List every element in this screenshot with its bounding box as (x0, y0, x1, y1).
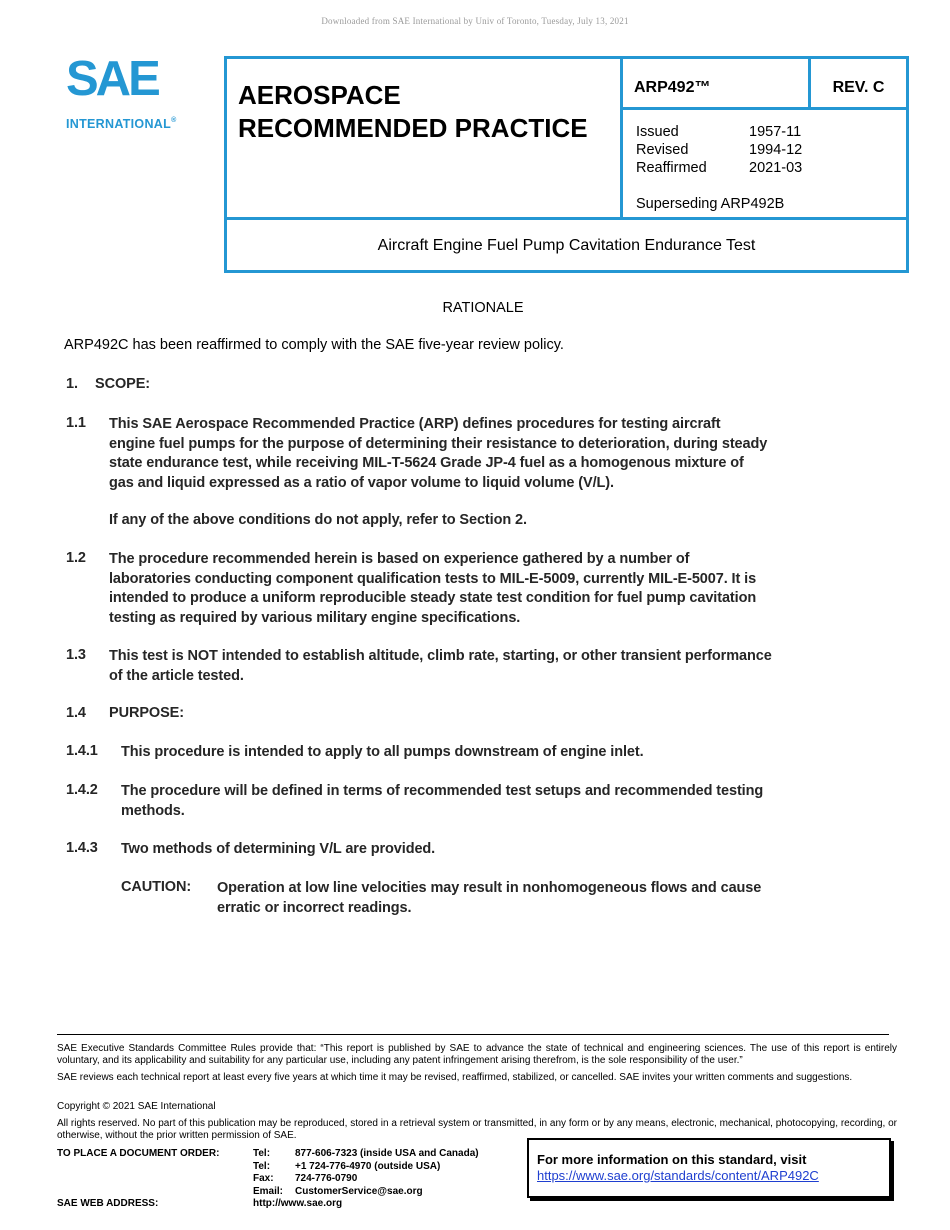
section-1-1-note: If any of the above conditions do not apply, refer to Section 2. (109, 512, 527, 528)
fax-value: 724-776-0790 (295, 1173, 358, 1184)
text-line: Operation at low line velocities may result in nonhomogeneous flows and cause (217, 880, 762, 896)
section-1-4-2-text (121, 782, 763, 821)
footer-copyright: Copyright © 2021 SAE International (57, 1101, 216, 1112)
superseding: Superseding ARP492B (636, 196, 785, 212)
section-1-4-title: PURPOSE: (109, 705, 184, 721)
text-line: methods. (121, 802, 185, 819)
rationale-text: ARP492C has been reaffirmed to comply with the SAE five-year review policy. (64, 337, 564, 353)
text-line: erratic or incorrect readings. (217, 899, 412, 916)
section-1-title: SCOPE: (95, 376, 150, 392)
section-1-4-1-number: 1.4.1 (66, 743, 98, 759)
section-1-4-3-number: 1.4.3 (66, 840, 98, 856)
revised-label: Revised (636, 142, 689, 158)
section-1-4-3-text: Two methods of determining V/L are provided. (121, 841, 436, 857)
text-line: state endurance test, while receiving MIL-T-5624 Grade JP-4 fuel as a homogenous mixture of (109, 455, 744, 471)
email-value: CustomerService@sae.org (295, 1185, 423, 1197)
caution-text (217, 879, 761, 918)
section-1-number: 1. (66, 376, 78, 392)
footer-divider (57, 1034, 889, 1035)
more-info-title: For more information on this standard, visit (537, 1152, 807, 1167)
section-1-1-number: 1.1 (66, 415, 86, 431)
document-subtitle: Aircraft Engine Fuel Pump Cavitation Endurance Test (224, 217, 909, 273)
text-line: The procedure recommended herein is based on experience gathered by a number of (109, 551, 690, 567)
issued-value: 1957-11 (749, 124, 802, 140)
web-label: SAE WEB ADDRESS: (57, 1198, 159, 1209)
title-line-1: AEROSPACE (238, 80, 401, 110)
logo-registered: ® (171, 117, 177, 124)
caution-label: CAUTION: (121, 879, 192, 895)
order-label: TO PLACE A DOCUMENT ORDER: (57, 1148, 220, 1159)
section-1-4-2-number: 1.4.2 (66, 782, 98, 798)
text-line: laboratories conducting component qualification tests to MIL-E-5009, currently MIL-E-5007. It is (109, 570, 757, 587)
standard-link[interactable]: https://www.sae.org/standards/content/ARP492C (537, 1168, 819, 1183)
fax-label: Fax: (253, 1173, 274, 1184)
section-1-2-text (109, 550, 756, 628)
order-contacts (253, 1148, 479, 1198)
download-notice: Downloaded from SAE International by Univ of Toronto, Tuesday, July 13, 2021 (321, 16, 629, 26)
section-1-1-text (109, 415, 767, 493)
tel-label: Tel: (253, 1148, 271, 1159)
text-line: This SAE Aerospace Recommended Practice (ARP) defines procedures for testing aircraft (109, 416, 721, 432)
section-1-4-1-text: This procedure is intended to apply to all pumps downstream of engine inlet. (121, 744, 644, 760)
revision: REV. C (832, 79, 885, 96)
text-line: The procedure will be defined in terms of recommended test setups and recommended testing (121, 783, 764, 799)
text-line: This test is NOT intended to establish altitude, climb rate, starting, or other transient performance (109, 648, 772, 664)
revised-value: 1994-12 (749, 142, 803, 158)
tel-value-domestic: 877-606-7323 (inside USA and Canada) (295, 1148, 479, 1159)
email-label: Email: (253, 1185, 284, 1197)
doc-id: ARP492™ (634, 79, 711, 96)
tel-label: Tel: (253, 1160, 271, 1172)
section-1-2-number: 1.2 (66, 550, 86, 566)
footer-review-text: SAE reviews each technical report at least every five years at which time it may be revised, reaffirmed, stabilized, or cancelled. SAE invites your written comments and suggestions. (57, 1072, 853, 1083)
text-line: gas and liquid expressed as a ratio of vapor volume to liquid volume (V/L). (109, 474, 614, 491)
logo-mark: SAE (66, 52, 158, 106)
footer-rules-text: SAE Executive Standards Committee Rules provide that: “This report is published by SAE to advance the state of technical and engineering sciences. The use of this report is entirely voluntary, and its applicability and suitability for any particular use, including any patent infringement arising therefrom, is the sole responsibility of the user.” (57, 1043, 897, 1066)
text-line: testing as required by various military engine specifications. (109, 609, 521, 626)
footer-rights-text: All rights reserved. No part of this publication may be reproduced, stored in a retrieval system or transmitted, in any form or by any means, electronic, mechanical, photocopying, recording, or otherwise, without the prior written permission of SAE. (57, 1118, 897, 1141)
title-line-2: RECOMMENDED PRACTICE (238, 113, 588, 143)
section-1-4-number: 1.4 (66, 705, 86, 721)
issued-label: Issued (636, 124, 679, 140)
section-1-3-text (109, 647, 772, 686)
text-line: intended to produce a uniform reproducible steady state test condition for fuel pump cavitation (109, 590, 757, 606)
more-info-box (527, 1138, 891, 1198)
section-1-3-number: 1.3 (66, 647, 86, 663)
text-line: of the article tested. (109, 667, 244, 684)
web-url[interactable]: http://www.sae.org (253, 1198, 343, 1209)
reaffirmed-label: Reaffirmed (636, 160, 707, 176)
rationale-heading: RATIONALE (442, 300, 524, 316)
text-line: engine fuel pumps for the purpose of determining their resistance to deterioration, during steady (109, 435, 768, 452)
reaffirmed-value: 2021-03 (749, 160, 803, 176)
logo-sub-text: INTERNATIONAL (66, 117, 172, 131)
tel-value-intl: +1 724-776-4970 (outside USA) (295, 1160, 441, 1172)
